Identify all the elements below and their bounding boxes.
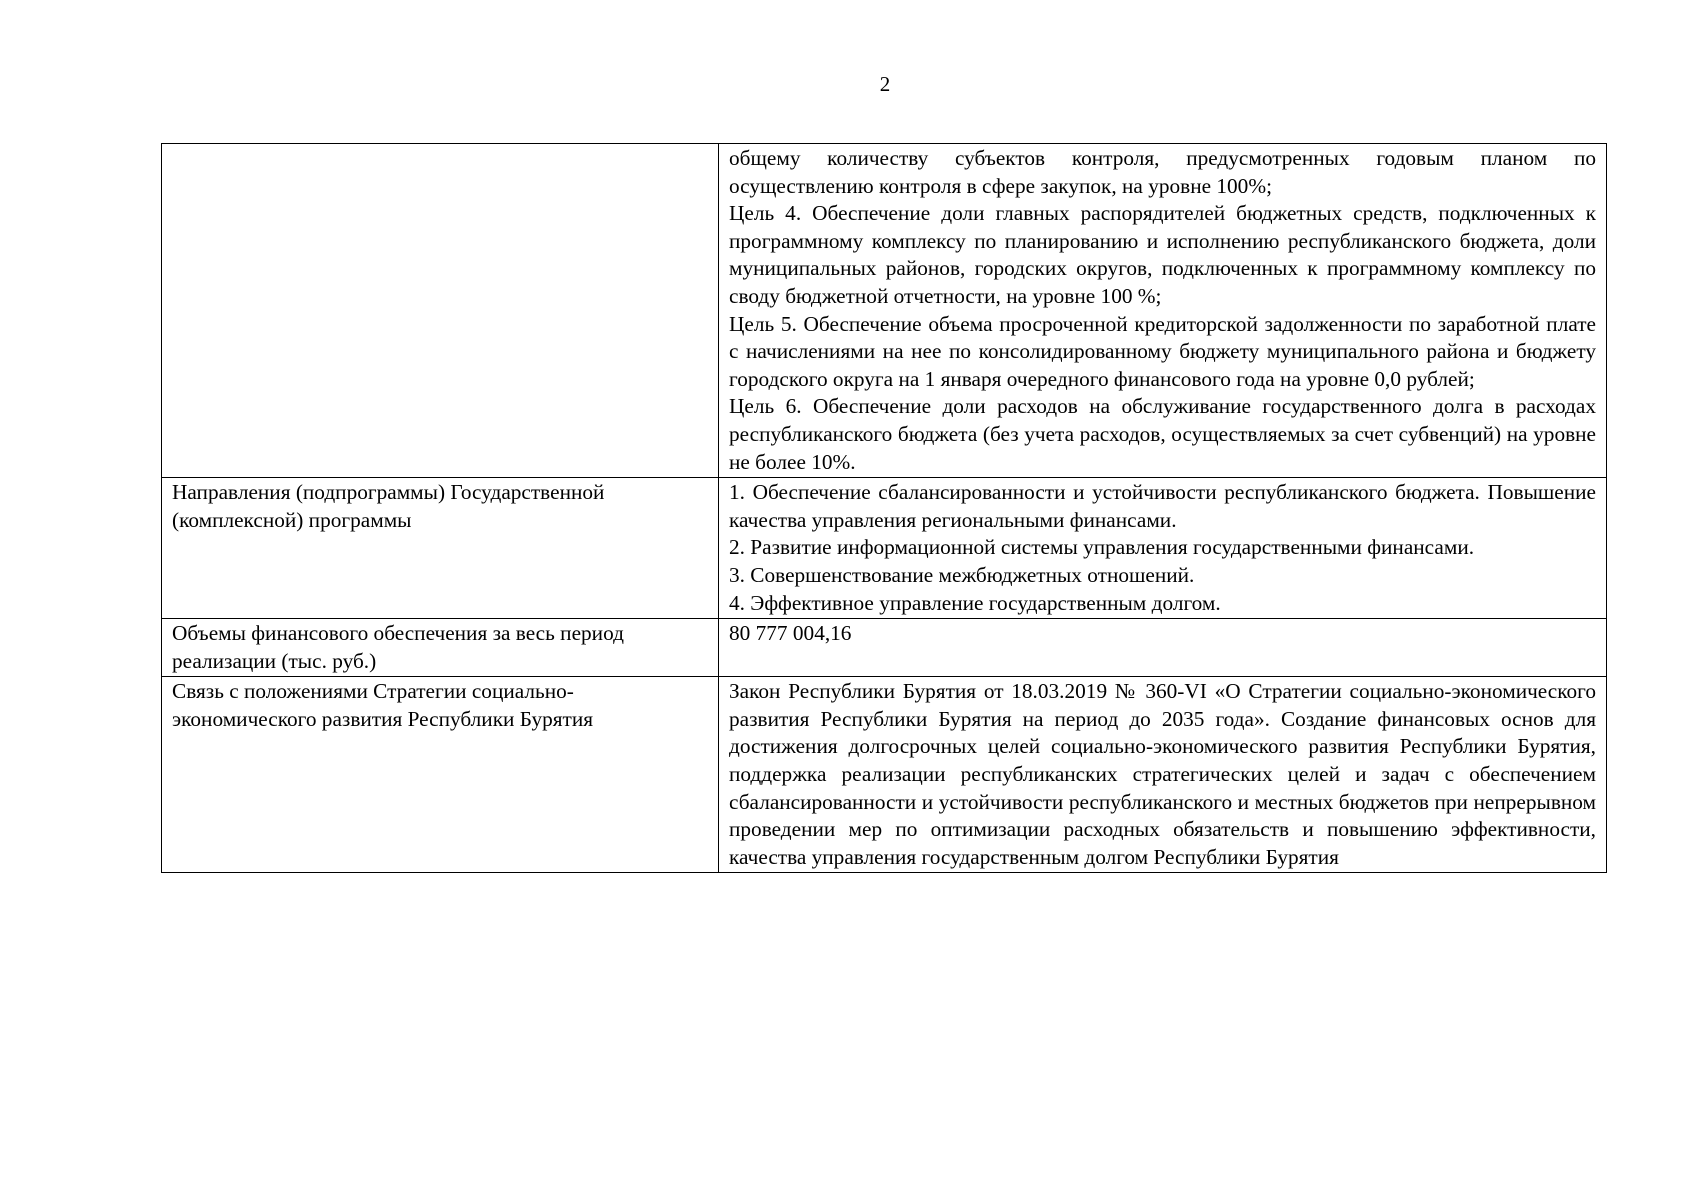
table-row-directions bbox=[162, 478, 1607, 619]
row-label-empty bbox=[162, 144, 719, 478]
directions-label: Направления (подпрограммы) Государственной (комплексной) программы bbox=[162, 478, 719, 619]
goal-3-continuation: общему количеству субъектов контроля, предусмотренных годовым планом по осуществлению контроля в сфере закупок, на уровне 100%; bbox=[729, 146, 1596, 198]
strategy-link-label: Связь с положениями Стратегии социально-экономического развития Республики Бурятия bbox=[162, 677, 719, 873]
direction-2: 2. Развитие информационной системы управления государственными финансами. bbox=[729, 535, 1475, 560]
goal-4: Цель 4. Обеспечение доли главных распорядителей бюджетных средств, подключенных к программному комплексу по планированию и исполнению республиканского бюджета, доли муниципальных районов, городских округов, подключенных к программному комплексу по своду бюджетной отчетности, на уровне 100 %; bbox=[729, 201, 1596, 308]
table-row-goals-continued bbox=[162, 144, 1607, 478]
table-row-strategy-link bbox=[162, 677, 1607, 873]
table-row-funding bbox=[162, 619, 1607, 677]
directions-cell bbox=[719, 478, 1607, 619]
goals-cell bbox=[719, 144, 1607, 478]
goal-5: Цель 5. Обеспечение объема просроченной кредиторской задолженности по заработной плате с начислениями на нее по консолидированному бюджету муниципального района и бюджету городского округа на 1 января очередного финансового года на уровне 0,0 рублей; bbox=[729, 311, 1596, 391]
funding-cell bbox=[719, 619, 1607, 677]
page-number: 2 bbox=[879, 72, 891, 96]
program-passport-table bbox=[161, 143, 1607, 873]
goal-6: Цель 6. Обеспечение доли расходов на обслуживание государственного долга в расходах республиканского бюджета (без учета расходов, осуществляемых за счет субвенций) на уровне не более 10%. bbox=[729, 394, 1596, 474]
funding-label: Объемы финансового обеспечения за весь период реализации (тыс. руб.) bbox=[162, 619, 719, 677]
strategy-link-cell bbox=[719, 677, 1607, 873]
direction-4: 4. Эффективное управление государственным долгом. bbox=[729, 590, 1221, 615]
direction-1: 1. Обеспечение сбалансированности и устойчивости республиканского бюджета. Повышение качества управления региональными финансами. bbox=[729, 480, 1596, 532]
funding-amount: 80 777 004,16 bbox=[729, 621, 852, 646]
direction-3: 3. Совершенствование межбюджетных отношений. bbox=[729, 562, 1195, 587]
strategy-link-text: Закон Республики Бурятия от 18.03.2019 № 360-VI «О Стратегии социально-экономического развития Республики Бурятия на период до 2035 года». Создание финансовых основ для достижения долгосрочных целей социально-экономического развития Республики Бурятия, поддержка реализации республиканских стратегических целей и задач с обеспечением сбалансированности и устойчивости республиканского и местных бюджетов при непрерывном проведении мер по оптимизации расходных обязательств и повышению эффективности, качества управления государственным долгом Республики Бурятия bbox=[729, 679, 1596, 869]
